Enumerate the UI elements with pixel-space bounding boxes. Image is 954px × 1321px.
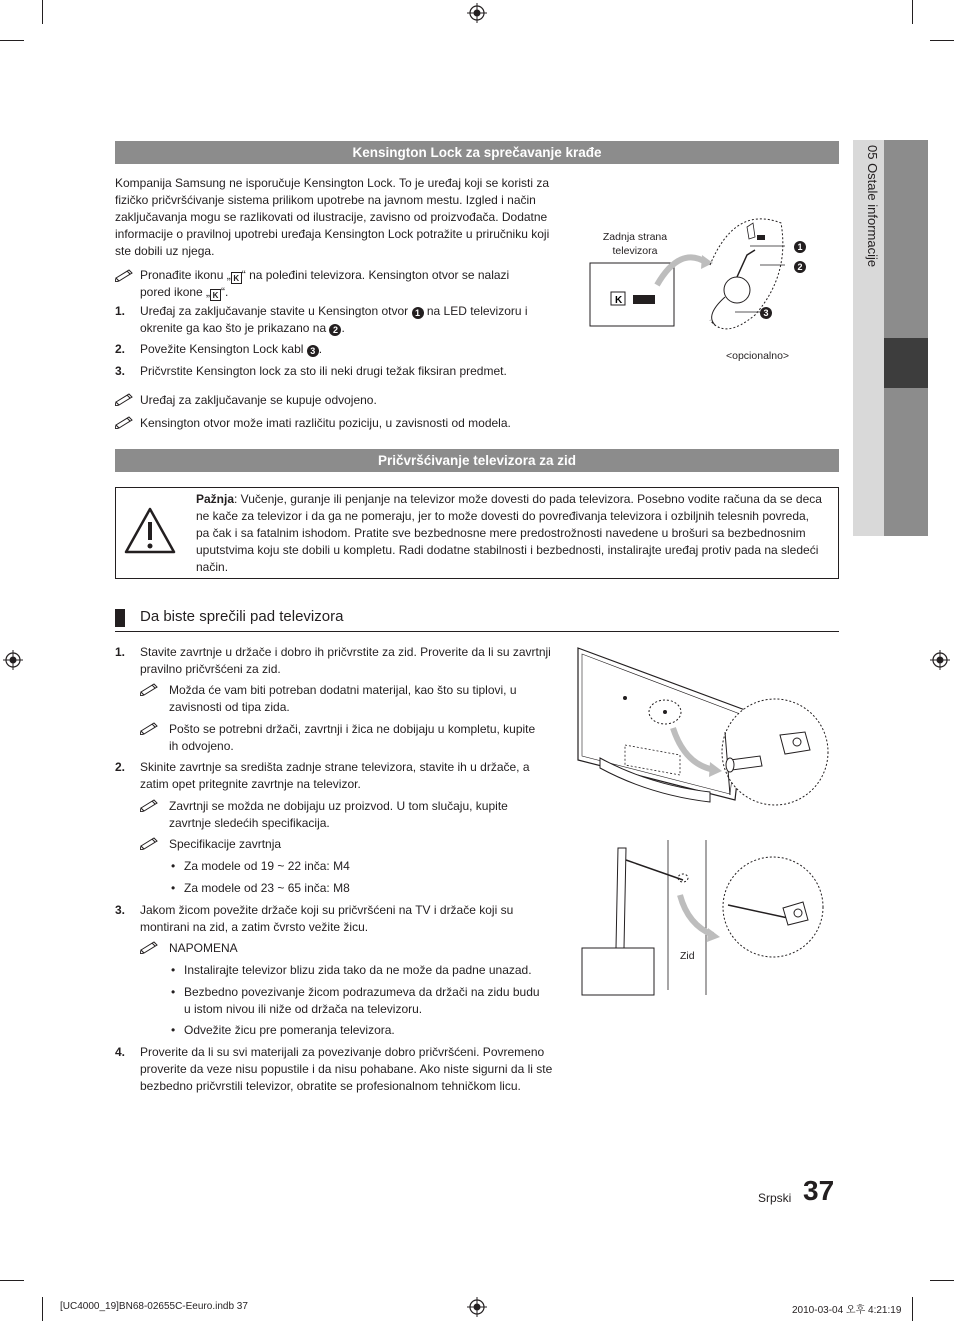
subsection-marker	[115, 609, 125, 627]
step-2: Povežite Kensington Lock kabl 3 .	[140, 342, 323, 356]
wall-step-1-note-2: Pošto se potrebni držači, zavrtnji i žica ne dobijaju u kompletu, kupite ih odvojeno.	[169, 722, 536, 753]
wall-step-2-note-1: Zavrtnji se možda ne dobijaju uz proizvod. U tom slučaju, kupite zavrtnje sledećih specifikacija.	[169, 799, 508, 830]
callout-3-icon: 3	[307, 345, 319, 357]
step-number: 2.	[115, 760, 126, 774]
callout-3-icon: 3	[760, 307, 772, 319]
note-bullet-3: Odvežite žicu pre pomeranja televizora.	[184, 1023, 395, 1037]
step-3: Pričvrstite Kensington lock za sto ili neki drugi težak fiksiran predmet.	[140, 364, 507, 378]
subsection-header	[115, 607, 839, 632]
tv-bracket-figure	[570, 640, 840, 810]
crop-mark	[930, 1280, 954, 1281]
note-pencil-icon	[140, 940, 160, 954]
bullet-dot: •	[171, 859, 176, 873]
step-1: Uređaj za zaključavanje stavite u Kensington otvor 1 na LED televizoru i okrenite ga kao što je prikazano na 2 .	[140, 304, 528, 335]
kensington-icon: K	[231, 272, 242, 284]
registration-mark-icon	[930, 650, 950, 670]
step-number: 2.	[115, 342, 126, 356]
note-pencil-icon	[140, 836, 160, 850]
wall-step-2-note-2: Specifikacije zavrtnja	[169, 837, 282, 851]
wall-step-1-note-1: Možda će vam biti potreban dodatni materijal, kao što su tiplovi, u zavisnosti od tipa zida.	[169, 683, 517, 714]
wall-step-3-note: NAPOMENA	[169, 941, 238, 955]
bullet-dot: •	[171, 985, 176, 999]
callout-1-icon: 1	[412, 307, 424, 319]
note-purchase-separately: Uređaj za zaključavanje se kupuje odvojeno.	[140, 393, 377, 407]
caution-text: Pažnja: Vučenje, guranje ili penjanje na televizor može dovesti do pada televizora. Posebno vodite računa da se deca ne kače za televizor i da ga ne pomeraju, jer to može dovesti do povređivanja televizora i ozbiljnih telesnih povreda, pa čak i sa fatalnim ishodom. Pratite sve bezbednosne mere predostrožnosti navedene u brošuri sa bezbednosnim uputstvima koju ste dobili u kompletu. Radi dodatne stabilnosti i bezbednosti, instalirajte uređaj protiv pada na sledeći način.	[196, 492, 822, 574]
wall-step-1: Stavite zavrtnje u držače i dobro ih pričvrstite za zid. Proverite da li su zavrtnji pravilno pričvršćeni za zid.	[140, 645, 551, 676]
print-file-label: [UC4000_19]BN68-02655C-Eeuro.indb 37	[60, 1301, 248, 1312]
bullet-dot: •	[171, 963, 176, 977]
figure-label-tv-back: Zadnja strana televizora	[602, 231, 668, 257]
crop-mark	[42, 0, 43, 24]
note-pencil-icon	[115, 392, 135, 406]
crop-mark	[42, 1297, 43, 1321]
print-date-label: 2010-03-04 오후 4:21:19	[792, 1305, 902, 1316]
step-number: 4.	[115, 1045, 126, 1059]
callout-2-icon: 2	[794, 261, 806, 273]
kensington-icon: K	[210, 289, 221, 301]
wall-tie-figure	[578, 840, 840, 1000]
wall-step-2: Skinite zavrtnje sa središta zadnje strane televizora, stavite ih u držače, a zatim opet pritegnite zavrtnje na televizor.	[140, 760, 530, 791]
subsection-title: Da biste sprečili pad televizora	[140, 608, 344, 625]
wall-step-3: Jakom žicom povežite držače koji su pričvršćeni na TV i držače koji su montirani na zid, a zatim čvrsto vežite žicu.	[140, 903, 514, 934]
bullet-dot: •	[171, 1023, 176, 1037]
step-number: 3.	[115, 903, 126, 917]
note-pencil-icon	[140, 721, 160, 735]
step-number: 1.	[115, 645, 126, 659]
screw-spec-m4: Za modele od 19 ~ 22 inča: M4	[184, 859, 350, 873]
note-pencil-icon	[115, 415, 135, 429]
crop-mark	[930, 40, 954, 41]
svg-text:K: K	[615, 295, 623, 306]
figure-label-optional: <opcionalno>	[726, 350, 790, 362]
figure-label-wall: Zid	[680, 950, 695, 962]
wall-step-4: Proverite da li su svi materijali za povezivanje dobro pričvršćeni. Povremeno proverite da veze nisu popustile i da nisu pohabane. Ako niste sigurni da li ste bezbedno pričvrstili televizor, obratite se profesionalnom tehničkom licu.	[140, 1045, 553, 1093]
note-bullet-2: Bezbedno povezivanje žicom podrazumeva da držači na zidu budu u istom nivou ili niže od držača na televizoru.	[184, 985, 540, 1016]
callout-2-icon: 2	[329, 324, 341, 336]
chapter-tab-marker	[884, 338, 928, 388]
bullet-dot: •	[171, 881, 176, 895]
kensington-lock-figure	[585, 215, 785, 345]
step-number: 3.	[115, 364, 126, 378]
registration-mark-icon	[467, 1297, 487, 1317]
chapter-tab-label: 05 Ostale informacije	[865, 145, 880, 268]
crop-mark	[912, 1297, 913, 1321]
section-title-kensington: Kensington Lock za sprečavanje krađe	[115, 141, 839, 164]
section-intro: Kompanija Samsung ne isporučuje Kensington Lock. To je uređaj koji se koristi za fizičko pričvršćivanje sistema prilikom upotrebe na javnom mestu. Izgled i način zaključavanja mogu se razlikovati od ilustracije, zavisno od proizvođača. Dodatne informacije o pravilnoj upotrebi uređaja Kensington Lock potražite u priručniku koji ste dobili uz njega.	[115, 176, 550, 258]
note-bullet-1: Instalirajte televizor blizu zida tako da ne može da padne unazad.	[184, 963, 532, 977]
step-number: 1.	[115, 304, 126, 318]
warning-triangle-icon	[124, 506, 176, 556]
caution-box	[115, 487, 839, 579]
crop-mark	[0, 40, 24, 41]
crop-mark	[0, 1280, 24, 1281]
language-label: Srpski	[758, 1191, 792, 1205]
note-pencil-icon	[140, 798, 160, 812]
registration-mark-icon	[467, 3, 487, 23]
note-pencil-icon	[115, 268, 135, 282]
registration-mark-icon	[3, 650, 23, 670]
page-number: 37	[803, 1175, 835, 1206]
callout-1-icon: 1	[794, 241, 806, 253]
crop-mark	[912, 0, 913, 24]
note-slot-position: Kensington otvor može imati različitu poziciju, u zavisnosti od modela.	[140, 416, 511, 430]
note-pencil-icon	[140, 682, 160, 696]
screw-spec-m8: Za modele od 23 ~ 65 inča: M8	[184, 881, 350, 895]
section-title-wall-mount: Pričvršćivanje televizora za zid	[115, 449, 839, 472]
note-find-icon: Pronađite ikonu „ K “ na poleđini televizora. Kensington otvor se nalazi pored ikone „ K “.	[140, 268, 510, 300]
